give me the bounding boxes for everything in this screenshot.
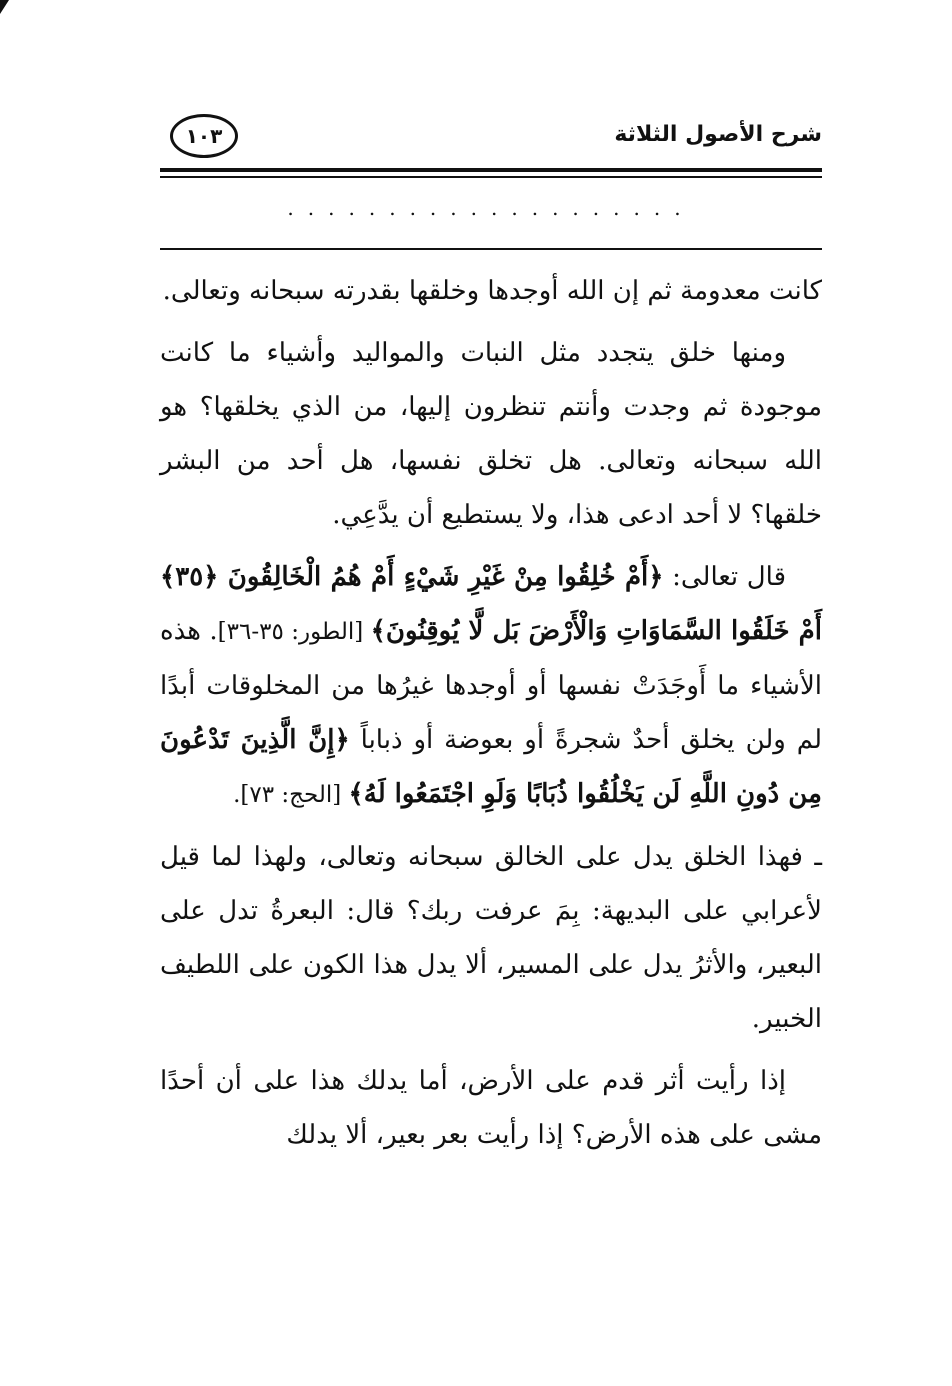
paragraph-5: إذا رأيت أثر قدم على الأرض، أما يدلك هذا على أن أحدًا مشى على هذه الأرض؟ إذا رأيت بعر بعير، ألا يدلك bbox=[160, 1066, 822, 1150]
header-rule-thick bbox=[160, 168, 822, 172]
separator-rule bbox=[160, 248, 822, 250]
ellipsis-row: .................... bbox=[287, 196, 695, 220]
running-head bbox=[160, 110, 822, 166]
corner-mark bbox=[0, 0, 9, 14]
page-number: ١٠٣ bbox=[170, 114, 238, 158]
paragraph-4: ـ فهذا الخلق يدل على الخالق سبحانه وتعالى، ولهذا لما قيل لأعرابي على البديهة: بِمَ عرفت ربك؟ قال: البعرةُ تدل على البعير، والأثرُ يدل على المسير، ألا يدل هذا الكون على اللطيف الخبير. bbox=[160, 842, 822, 1034]
quran-verse-hajj: ﴿إِنَّ الَّذِينَ تَدْعُونَ مِن دُونِ اللَّهِ لَن يَخْلُقُوا ذُبَابًا وَلَوِ اجْتَمَعُوا لَهُ﴾ bbox=[160, 725, 822, 809]
paragraph-1: كانت معدومة ثم إن الله أوجدها وخلقها بقدرته سبحانه وتعالى. bbox=[162, 276, 822, 306]
paragraph-3-middle: . هذه الأشياء ما أَوجَدَتْ نفسها أو أوجدها غيرُها من المخلوقات أبدًا لم ولن يخلق أحدٌ شجرةً أو بعوضة أو ذباباً bbox=[160, 616, 822, 755]
header-rule-thin bbox=[160, 176, 822, 178]
body-text bbox=[160, 264, 822, 1170]
paragraph-3-intro: قال تعالى: bbox=[663, 562, 787, 592]
paragraph-3 bbox=[160, 550, 822, 822]
running-title: شرح الأصول الثلاثة bbox=[614, 122, 822, 147]
quran-verse-tur: ﴿أَمْ خُلِقُوا مِنْ غَيْرِ شَيْءٍ أَمْ هُمُ الْخَالِقُونَ ﴿٣٥﴾ أَمْ خَلَقُوا السَّمَاوَاتِ وَالْأَرْضَ بَل لَّا يُوقِنُونَ﴾ bbox=[160, 562, 822, 646]
verse-reference-hajj: [الحج: ٧٣]. bbox=[233, 782, 349, 808]
paragraph-2: ومنها خلق يتجدد مثل النبات والمواليد وأشياء ما كانت موجودة ثم وجدت وأنتم تنظرون إليها، من الذي يخلقها؟ هو الله سبحانه وتعالى. هل تخلق نفسها، هل أحد من البشر خلقها؟ لا أحد ادعى هذا، ولا يستطيع أن يدَّعِي. bbox=[160, 338, 822, 530]
verse-reference-tur: [الطور: ٣٥-٣٦] bbox=[217, 619, 371, 645]
